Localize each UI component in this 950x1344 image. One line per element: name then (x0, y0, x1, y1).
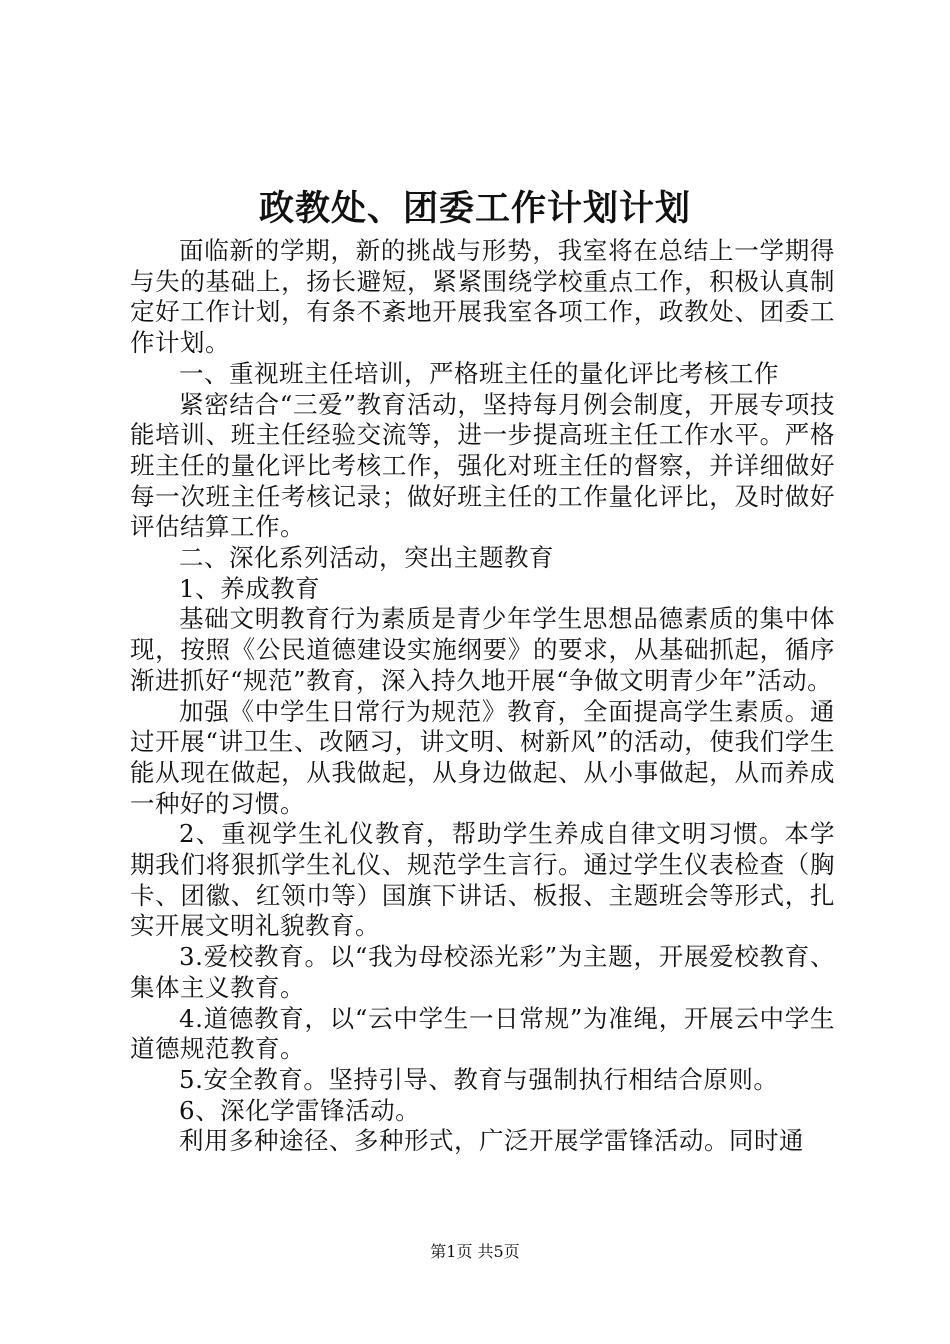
paragraph: 加强《中学生日常行为规范》教育，全面提高学生素质。通过开展“讲卫生、改陋习，讲文明、树新风”的活动，使我们学生能从现在做起，从我做起，从身边做起、从小事做起，从而养成一种好的习惯。 (130, 696, 835, 818)
subsection-heading: 1、养成教育 (179, 573, 321, 603)
paragraph: 3.爱校教育。以“我为母校添光彩”为主题，开展爱校教育、集体主义教育。 (130, 942, 835, 1002)
page-footer: 第1页 共5页 (430, 1242, 520, 1261)
section-heading: 二、深化系列活动，突出主题教育 (179, 543, 554, 573)
document-body (130, 236, 835, 1157)
paragraph: 4.道德教育，以“云中学生一日常规”为准绳，开展云中学生道德规范教育。 (130, 1003, 835, 1064)
paragraph: 2、重视学生礼仪教育，帮助学生养成自律文明习惯。本学期我们将狠抓学生礼仪、规范学生言行。通过学生仪表检查（胸卡、团徽、红领巾等）国旗下讲话、板报、主题班会等形式，扎实开展文明礼貌教育。 (130, 819, 835, 941)
paragraph: 面临新的学期，新的挑战与形势，我室将在总结上一学期得与失的基础上，扬长避短，紧紧围绕学校重点工作，积极认真制定好工作计划，有条不紊地开展我室各项工作，政教处、团委工作计划。 (130, 236, 835, 358)
paragraph: 基础文明教育行为素质是青少年学生思想品德素质的集中体现，按照《公民道德建设实施纲要》的要求，从基础抓起，循序渐进抓好“规范”教育，深入持久地开展“争做文明青少年”活动。 (130, 604, 835, 695)
paragraph: 紧密结合“三爱”教育活动，坚持每月例会制度，开展专项技能培训、班主任经验交流等，进一步提高班主任工作水平。严格班主任的量化评比考核工作，强化对班主任的督察，并详细做好每一次班主任考核记录；做好班主任的工作量化评比，及时做好评估结算工作。 (130, 389, 835, 542)
paragraph: 利用多种途径、多种形式，广泛开展学雷锋活动。同时通 (179, 1126, 804, 1156)
section-heading: 一、重视班主任培训，严格班主任的量化评比考核工作 (179, 358, 779, 388)
paragraph: 5.安全教育。坚持引导、教育与强制执行相结合原则。 (179, 1064, 779, 1094)
subsection-heading: 6、深化学雷锋活动。 (179, 1095, 421, 1125)
document-title: 政教处、团委工作计划计划 (258, 188, 691, 229)
